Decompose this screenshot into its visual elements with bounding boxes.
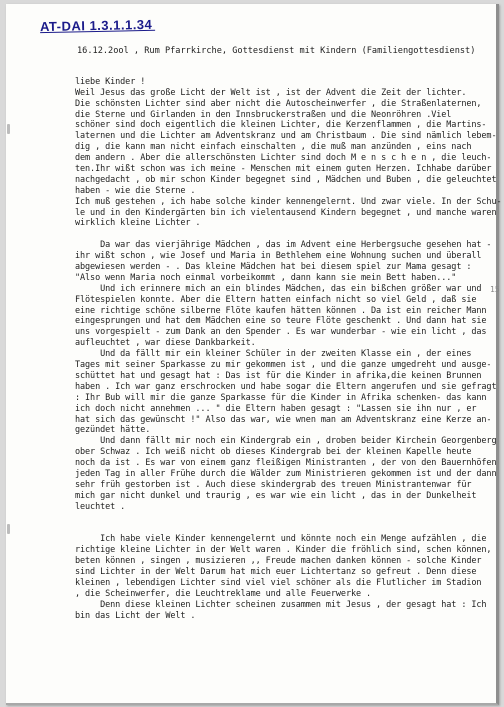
text-line: kleinen , lebendigen Lichter sind viel viel schöner als die Flutlicher im Stadion bbox=[75, 577, 482, 588]
text-line bbox=[75, 513, 504, 524]
text-line: aufleuchtet , war diese Dankbarkeit. bbox=[75, 338, 256, 349]
text-line: ten.Ihr wißt schon was ich meine - Menschen mit einem guten Herzen. Ichhabe darüber bbox=[75, 164, 492, 175]
text-line: leuchtet . bbox=[75, 501, 126, 512]
text-line: ich doch nicht annehmen ... " die Eltern haben gesagt : "Lassen sie ihn nur , er bbox=[75, 403, 477, 414]
document-page bbox=[6, 4, 502, 705]
text-line: Da war das vierjährige Mädchen , das im Advent eine Herbergsuche gesehen hat - bbox=[75, 240, 492, 251]
text-line: jeden Tag in aller Frühe durch die Wälder zum Ministrieren gekommen ist und der dann bbox=[75, 468, 497, 479]
document-body bbox=[75, 66, 504, 621]
punch-hole-mark bbox=[7, 524, 10, 534]
text-line: eine richtige schöne silberne Flöte kaufen hätten können . Da ist ein reicher Mann bbox=[75, 305, 487, 316]
text-line: die Sterne und Girlanden in den Innsbruckerstraßen und die Neonröhren .Viel bbox=[75, 109, 452, 120]
text-line bbox=[75, 523, 504, 534]
punch-hole-mark bbox=[7, 124, 10, 134]
text-line: dig , die kann man nicht einfach einschalten , die muß man anzünden , eins nach bbox=[75, 142, 472, 153]
text-line: liebe Kinder ! bbox=[75, 76, 146, 87]
text-line: beten können , singen , musizieren ,, Freude machen danken können - solche Kinder bbox=[75, 556, 482, 567]
text-line: ihr wißt schon , wie Josef und Maria in Bethlehem eine Wohnung suchen und überall bbox=[75, 251, 482, 262]
text-line: abgewiesen werden - . Das kleine Mädchen hat bei diesem spiel zur Mama gesagt : bbox=[75, 262, 472, 273]
text-line: "Also wenn Maria noch einmal vorbeikommt , dann kann sie mein Bett haben..." bbox=[75, 272, 457, 283]
text-line: uns vorgespielt - zum Dank an den Spender . Es war wunderbar - wie ein licht , das bbox=[75, 327, 487, 338]
text-line: Und ich erinnere mich an ein blindes Mädchen, das ein bißchen größer war und bbox=[75, 283, 482, 294]
text-line: schöner sind doch eigentlich die kleinen Lichter, die Kerzenflammen , die Martins- bbox=[75, 120, 487, 131]
text-line: Ich habe viele Kinder kennengelernt und könnte noch ein Menge aufzählen , die bbox=[75, 534, 487, 545]
text-line: hat sich das gewünscht !" Also das war, wie wnen man am Adventskranz eine Kerze an- bbox=[75, 414, 492, 425]
text-line: , die Scheinwerfer, die Leuchtreklame und alle Feuerwerke . bbox=[75, 588, 372, 599]
margin-mark: 15 bbox=[490, 285, 500, 294]
text-line: Flötespielen konnte. Aber die Eltern hatten einfach nicht so viel Geld , daß sie bbox=[75, 294, 477, 305]
text-line: bin das Licht der Welt . bbox=[75, 610, 196, 621]
text-line: richtige kleine Lichter in der Welt waren . Kinder die fröhlich sind, schen können, bbox=[75, 545, 492, 556]
text-line: gezündet hätte. bbox=[75, 425, 151, 436]
text-line bbox=[75, 66, 504, 77]
text-line: dem andern . Aber die allerschönsten Lichter sind doch M e n s c h e n , die leuch- bbox=[75, 153, 492, 164]
document-header: 16.12.2ool , Rum Pfarrkirche, Gottesdienst mit Kindern (Familiengottesdienst) bbox=[77, 46, 476, 56]
text-line: sind Lichter in der Welt Darum hat mich euer Lichtertanz so gefreut . Denn diese bbox=[75, 566, 477, 577]
text-line: Tages mit seiner Sparkasse zu mir gekommen ist , und die ganze umgedreht und ausge- bbox=[75, 360, 492, 371]
text-line: laternen und die Lichter am Adventskranz und am Christbaum . Die sind nämlich lebem- bbox=[75, 131, 497, 142]
archive-signature-mark: AT-DAI 1.3.1.1.34 bbox=[39, 16, 153, 35]
text-line: sehr früh gestorben ist . Auch diese skindergrab des treuen Ministrantenwar für bbox=[75, 479, 472, 490]
text-line: Und da fällt mir ein kleiner Schüler in der zweiten Klasse ein , der eines bbox=[75, 349, 472, 360]
text-line: Ich muß gestehen , ich habe solche kinder kennengelernt. Und zwar viele. In der Schu- bbox=[75, 196, 502, 207]
text-line: haben - wie die Sterne . bbox=[75, 185, 196, 196]
text-line: Weil Jesus das große Licht der Welt ist , ist der Advent die Zeit der lichter. bbox=[75, 87, 467, 98]
text-line: eingesprungen und hat dem Mädchen eine so teure Flöte geschenkt . Und dann hat sie bbox=[75, 316, 487, 327]
text-line: noch da ist . Es war von einem ganz fleißigen Ministranten , der von den Bauernhöfen bbox=[75, 458, 497, 469]
text-line: Und dann fällt mir noch ein Kindergrab ein , droben beider Kirchein Georgenberg bbox=[75, 436, 497, 447]
text-line: : Ihr Bub will mir die ganze Sparkasse für die Kinder in Afrika schenken- das kann bbox=[75, 392, 487, 403]
text-line: Denn diese kleinen Lichter scheinen zusammen mit Jesus , der gesagt hat : Ich bbox=[75, 599, 487, 610]
text-line: mich gar nicht dunkel und traurig , es war wie ein licht , das in der Dunkelheit bbox=[75, 490, 477, 501]
text-line bbox=[75, 229, 504, 240]
text-line: nachgedacht , ob mir schon Kinder begegnet sind , Mädchen und Buben , die geleuchtet bbox=[75, 174, 497, 185]
text-line: ober Schwaz . Ich weiß nicht ob dieses Kindergrab bei der kleinen Kapelle heute bbox=[75, 447, 472, 458]
text-line: schüttet hat und gesagt hat : Das ist für die Kinder in afrika,die keinen Brunnen bbox=[75, 370, 482, 381]
text-line: Die schönsten Lichter sind aber nicht die Autoscheinwerfer , die Straßenlaternen, bbox=[75, 98, 482, 109]
text-line: le und in den Kindergärten bin ich vielentausend Kindern begegnet , und manche waren bbox=[75, 207, 497, 218]
text-line: wirklich kleine Lichter . bbox=[75, 218, 201, 229]
text-line: haben . Ich war ganz erschrocken und habe sogar die Eltern angerufen und sie gefragt bbox=[75, 381, 497, 392]
